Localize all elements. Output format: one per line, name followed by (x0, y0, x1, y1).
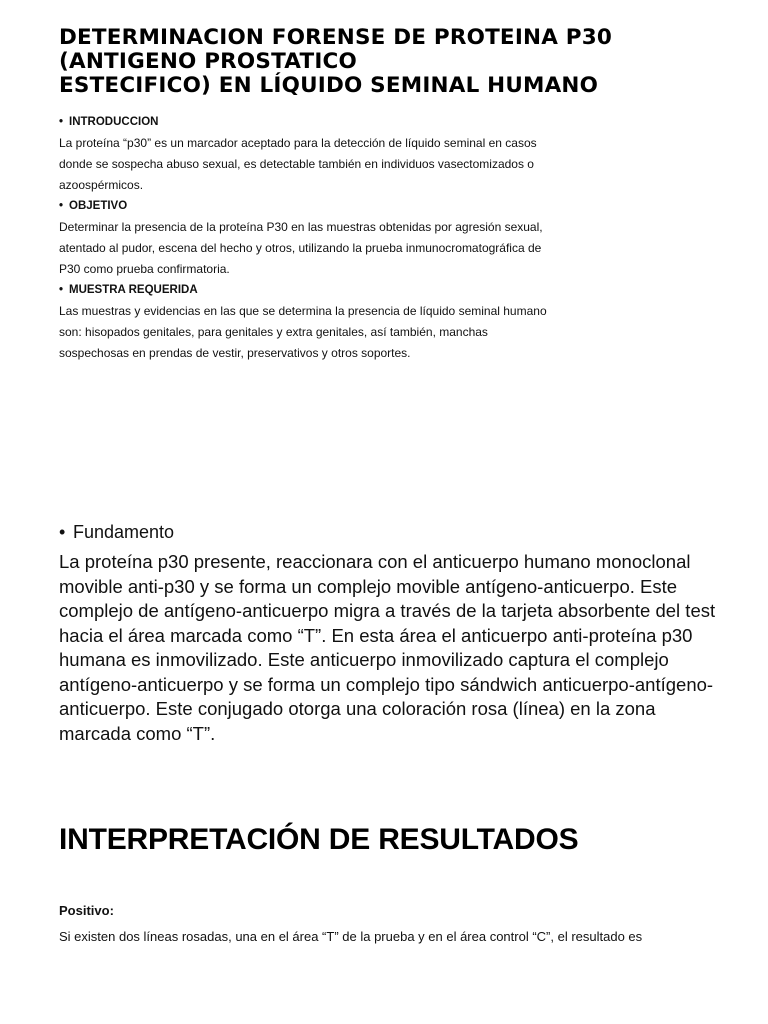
title-line-1: DETERMINACION FORENSE DE PROTEINA P30 (59, 25, 613, 50)
section-heading-label: INTRODUCCION (69, 116, 159, 128)
fundamento-heading (59, 518, 728, 546)
document-title (59, 26, 728, 98)
bullet-icon: • (59, 284, 64, 296)
section-body-introduccion: La proteína “p30” es un marcador aceptado para la detección de líquido seminal en casos donde se sospecha abuso sexual, es detectable también en individuos vasectomizados o azoospérmicos. (59, 136, 537, 192)
bullet-icon: • (59, 116, 64, 128)
section-heading-label: MUESTRA REQUERIDA (69, 284, 198, 296)
fundamento-heading-label: Fundamento (73, 522, 175, 542)
section-heading-muestra-requerida (59, 280, 559, 301)
section-body-objetivo: Determinar la presencia de la proteína P30 en las muestras obtenidas por agresión sexual, atentado al pudor, escena del hecho y otros, utilizando la prueba inmunocromatográfica de P30 como prueba confirmatoria. (59, 220, 543, 276)
positivo-label: Positivo: (59, 903, 114, 918)
positivo-block (59, 898, 728, 950)
section-heading-objetivo (59, 196, 559, 217)
interpretacion-heading: INTERPRETACIÓN DE RESULTADOS (59, 823, 579, 856)
bullet-icon: • (59, 522, 66, 542)
title-line-2: (ANTIGENO PROSTATICO (59, 49, 357, 74)
summary-sections (59, 112, 559, 364)
section-body-muestra-requerida: Las muestras y evidencias en las que se determina la presencia de líquido seminal humano son: hisopados genitales, para genitales y extra genitales, así también, manchas sospechosas en prendas de vestir, preservativos y otros soportes. (59, 304, 547, 360)
fundamento-body: La proteína p30 presente, reaccionara con el anticuerpo humano monoclonal movible anti-p30 y se forma un complejo movible antígeno-anticuerpo. Este complejo de antígeno-anticuerpo migra a través de la tarjeta absorbente del test hacia el área marcada como “T”. En esta área el anticuerpo anti-proteína p30 humana es inmovilizado. Este anticuerpo inmovilizado captura el complejo antígeno-anticuerpo y se forma un complejo tipo sándwich anticuerpo-antígeno-anticuerpo. Este conjugado otorga una coloración rosa (línea) en la zona marcada como “T”. (59, 551, 716, 744)
section-heading-introduccion (59, 112, 559, 133)
positivo-text: Si existen dos líneas rosadas, una en el área “T” de la prueba y en el área control “C”, el resultado es (59, 929, 643, 944)
section-heading-label: OBJETIVO (69, 200, 128, 212)
bullet-icon: • (59, 200, 64, 212)
fundamento-section (59, 518, 728, 746)
title-line-3: ESTECIFICO) EN LÍQUIDO SEMINAL HUMANO (59, 73, 599, 98)
